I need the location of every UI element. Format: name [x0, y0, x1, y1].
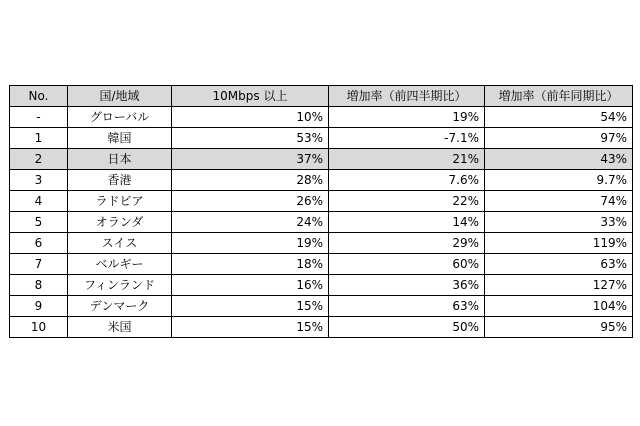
cell-region: オランダ — [68, 212, 172, 233]
cell-no: 10 — [10, 317, 68, 338]
cell-no: - — [10, 107, 68, 128]
cell-growth-qoq: 63% — [329, 296, 485, 317]
cell-10mbps: 10% — [172, 107, 329, 128]
cell-10mbps: 28% — [172, 170, 329, 191]
table-row — [10, 233, 633, 254]
cell-growth-yoy: 95% — [485, 317, 633, 338]
table-body — [10, 107, 633, 338]
cell-region: 米国 — [68, 317, 172, 338]
table-row — [10, 107, 633, 128]
table-row — [10, 254, 633, 275]
header-growth-yoy: 増加率（前年同期比） — [485, 86, 633, 107]
cell-growth-qoq: 21% — [329, 149, 485, 170]
cell-region: 日本 — [68, 149, 172, 170]
cell-10mbps: 18% — [172, 254, 329, 275]
broadband-ranking-table — [9, 85, 633, 338]
table-row — [10, 170, 633, 191]
cell-growth-qoq: 19% — [329, 107, 485, 128]
header-no: No. — [10, 86, 68, 107]
cell-growth-yoy: 33% — [485, 212, 633, 233]
cell-growth-qoq: 50% — [329, 317, 485, 338]
cell-growth-yoy: 74% — [485, 191, 633, 212]
cell-no: 4 — [10, 191, 68, 212]
cell-10mbps: 24% — [172, 212, 329, 233]
cell-no: 5 — [10, 212, 68, 233]
cell-growth-qoq: 60% — [329, 254, 485, 275]
cell-growth-yoy: 127% — [485, 275, 633, 296]
cell-10mbps: 15% — [172, 317, 329, 338]
table-row — [10, 275, 633, 296]
cell-region: グローバル — [68, 107, 172, 128]
header-growth-qoq: 増加率（前四半期比） — [329, 86, 485, 107]
cell-growth-yoy: 54% — [485, 107, 633, 128]
cell-no: 1 — [10, 128, 68, 149]
table-header-row — [10, 86, 633, 107]
cell-10mbps: 37% — [172, 149, 329, 170]
cell-no: 8 — [10, 275, 68, 296]
cell-10mbps: 53% — [172, 128, 329, 149]
table-row — [10, 149, 633, 170]
cell-10mbps: 16% — [172, 275, 329, 296]
cell-growth-qoq: 29% — [329, 233, 485, 254]
header-region: 国/地域 — [68, 86, 172, 107]
table-row — [10, 296, 633, 317]
table-row — [10, 128, 633, 149]
cell-no: 3 — [10, 170, 68, 191]
cell-no: 9 — [10, 296, 68, 317]
cell-growth-yoy: 119% — [485, 233, 633, 254]
cell-no: 2 — [10, 149, 68, 170]
cell-10mbps: 26% — [172, 191, 329, 212]
cell-growth-yoy: 63% — [485, 254, 633, 275]
table-row — [10, 191, 633, 212]
cell-growth-yoy: 104% — [485, 296, 633, 317]
cell-region: ラドビア — [68, 191, 172, 212]
cell-no: 7 — [10, 254, 68, 275]
cell-region: 香港 — [68, 170, 172, 191]
cell-10mbps: 19% — [172, 233, 329, 254]
cell-growth-qoq: 14% — [329, 212, 485, 233]
cell-growth-qoq: -7.1% — [329, 128, 485, 149]
cell-region: ベルギー — [68, 254, 172, 275]
data-table-container — [9, 85, 632, 338]
cell-growth-yoy: 43% — [485, 149, 633, 170]
cell-region: デンマーク — [68, 296, 172, 317]
cell-growth-qoq: 22% — [329, 191, 485, 212]
cell-region: スイス — [68, 233, 172, 254]
cell-growth-qoq: 7.6% — [329, 170, 485, 191]
cell-growth-yoy: 97% — [485, 128, 633, 149]
table-row — [10, 317, 633, 338]
table-row — [10, 212, 633, 233]
cell-no: 6 — [10, 233, 68, 254]
cell-growth-yoy: 9.7% — [485, 170, 633, 191]
cell-10mbps: 15% — [172, 296, 329, 317]
cell-growth-qoq: 36% — [329, 275, 485, 296]
cell-region: 韓国 — [68, 128, 172, 149]
header-10mbps: 10Mbps 以上 — [172, 86, 329, 107]
cell-region: フィンランド — [68, 275, 172, 296]
